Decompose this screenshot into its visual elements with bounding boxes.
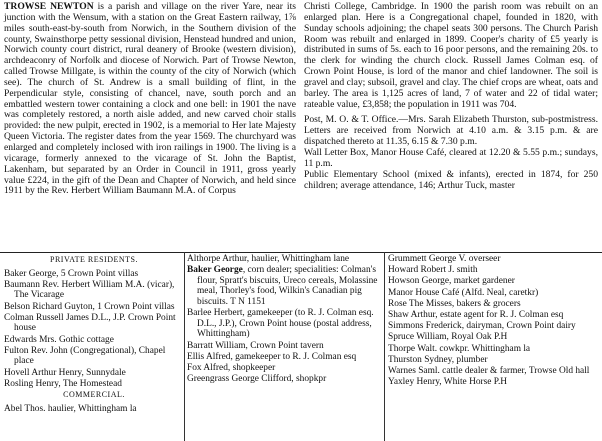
description-part-1: is a parish and village on the river Yare, near its junction with the Wensum, with a station on the Great Eastern railway, 1⅞ miles south-east-by-south from Norwich, in the Southern division of the county, Swainsthorpe petty sessional division, Henstead hundred and union, Norwich county court district, rural deanery of Brooke (western division), archdeaconry of Norfolk and diocese of Norwich. Part of Trowse Newton, called Trowse Millgate, is within the county of the city of Norwich (which see). The church of St. Andrew is a small building of flint, in the Perpendicular style, consisting of chancel, nave, south porch and an embattled western tower containing a clock and one bell: in 1901 the nave was completely restored, a north aisle added, and new carved choir stalls provided: the new pulpit, erected in 1902, is a memorial to Her late Majesty Queen Victoria. The register dates from the year 1569. The churchyard was enlarged and completely inclosed with iron railings in 1900. The living is a vicarage, formerly annexed to the vicarage of St. John the Baptist, Lakenham, but separated by an Order in Council in 1911, gross yearly value £224, in the gift of the Dean and Chapter of Norwich, and held since 1911 by the Rev. Herbert William Baumann M.A. of Corpus bbox=[4, 1, 296, 197]
list-item: Shaw Arthur, estate agent for R. J. Colman esq bbox=[388, 309, 564, 320]
list-item: Manor House Café (Alfd. Neal, caretkr) bbox=[388, 287, 539, 298]
list-item: Warnes Saml. cattle dealer & farmer, Trowse Old hall bbox=[388, 365, 590, 376]
list-item: Thorpe Walt. cowkpr. Whittingham la bbox=[388, 343, 531, 354]
list-item: Howard Robert J. smith bbox=[388, 265, 478, 276]
directory-column-3 bbox=[388, 254, 600, 388]
list-item: Barlee Herbert, gamekeeper (to R. J. Colman esq. D.L., J.P.), Crown Point house (postal address, Whittingham) bbox=[187, 308, 374, 340]
directory-column-1 bbox=[4, 254, 184, 415]
description-column-right bbox=[304, 2, 598, 191]
list-item: Greengrass George Clifford, shopkpr bbox=[187, 374, 327, 385]
list-item: Fulton Rev. John (Congregational), Chapel place bbox=[4, 345, 166, 367]
wall-letter-box-entry: Wall Letter Box, Manor House Café, cleared at 12.20 & 5.55 p.m.; sundays, 11 p.m. bbox=[304, 146, 598, 169]
list-item: Howson George, market gardener bbox=[388, 276, 515, 287]
list-item: Baker George, 5 Crown Point villas bbox=[4, 268, 139, 279]
list-item: Abel Thos. haulier, Whittingham la bbox=[4, 403, 137, 414]
entry-detail: , corn dealer; specialities: Colman's flour, Spratt's biscuits, Ureco cereals, Molassine meal, Thorley's food, Wilkin's Canadian pig biscuits. T N 1151 bbox=[197, 265, 378, 307]
section-divider bbox=[0, 252, 602, 253]
entry-name-bold: Baker George bbox=[187, 265, 243, 276]
description-column-left bbox=[4, 2, 296, 197]
list-item: Baumann Rev. Herbert William M.A. (vicar), The Vicarage bbox=[4, 279, 175, 301]
list-item: Rosling Henry, The Homestead bbox=[4, 378, 122, 389]
list-item bbox=[187, 265, 382, 307]
parish-description bbox=[4, 2, 296, 197]
list-item: Ellis Alfred, gamekeeper to R. J. Colman esq bbox=[187, 351, 357, 362]
column-divider-1 bbox=[184, 252, 185, 441]
list-item: Fox Alfred, shopkeeper bbox=[187, 362, 276, 373]
parish-title: TROWSE NEWTON bbox=[4, 1, 94, 12]
list-item: Rose The Misses, bakers & grocers bbox=[388, 298, 521, 309]
commercial-heading: COMMERCIAL. bbox=[63, 390, 125, 400]
list-item: Barratt William, Crown Point tavern bbox=[187, 340, 324, 351]
list-item: Yaxley Henry, White Horse P.H bbox=[388, 377, 508, 388]
column-divider-2 bbox=[384, 252, 385, 441]
list-item: Grummett George V. overseer bbox=[388, 254, 501, 264]
list-item: Simmons Frederick, dairyman, Crown Point dairy bbox=[388, 321, 576, 332]
description-part-2: Christi College, Cambridge. In 1900 the parish room was rebuilt on an enlarged plan. Here is a Congregational chapel, founded in 1820, with Sunday schools adjoining; the chapel seats 300 persons. The Church Parish Room was rebuilt and enlarged in 1899. Cooper's charity of £5 yearly is distributed in sums of 5s. each to 16 poor persons, and the remaining 20s. to the clerk for winding the church clock. Russell James Colman esq. of Crown Point House, is lord of the manor and chief landowner. The soil is gravel and clay; subsoil, gravel and clay. The chief crops are wheat, oats and barley. The area is 1,125 acres of land, 7 of water and 22 of tidal water; rateable value, £3,858; the population in 1911 was 704. bbox=[304, 1, 598, 110]
post-office-entry: Post, M. O. & T. Office.—Mrs. Sarah Elizabeth Thurston, sub-postmistress. Letters are received from Norwich at 4.10 a.m. & 3.15 p.m. & are dispatched thereto at 11.35, 6.15 & 7.30 p.m. bbox=[304, 114, 598, 148]
list-item: Althorpe Arthur, haulier, Whittingham lane bbox=[187, 254, 350, 264]
list-item: Belson Richard Guyton, 1 Crown Point villas bbox=[4, 301, 175, 312]
private-residents-heading: PRIVATE RESIDENTS. bbox=[50, 255, 138, 264]
list-item: Edwards Mrs. Gothic cottage bbox=[4, 334, 114, 345]
list-item: Colman Russell James D.L., J.P. Crown Point house bbox=[4, 312, 176, 334]
list-item: Hovell Arthur Henry, Sunnydale bbox=[4, 367, 126, 378]
school-entry: Public Elementary School (mixed & infants), erected in 1874, for 250 children; average attendance, 146; Arthur Tuck, master bbox=[304, 168, 598, 191]
list-item: Thurston Sydney, plumber bbox=[388, 354, 488, 365]
directory-column-2 bbox=[187, 254, 382, 385]
list-item: Spruce William, Royal Oak P.H bbox=[388, 332, 508, 343]
description-continued bbox=[304, 2, 598, 110]
